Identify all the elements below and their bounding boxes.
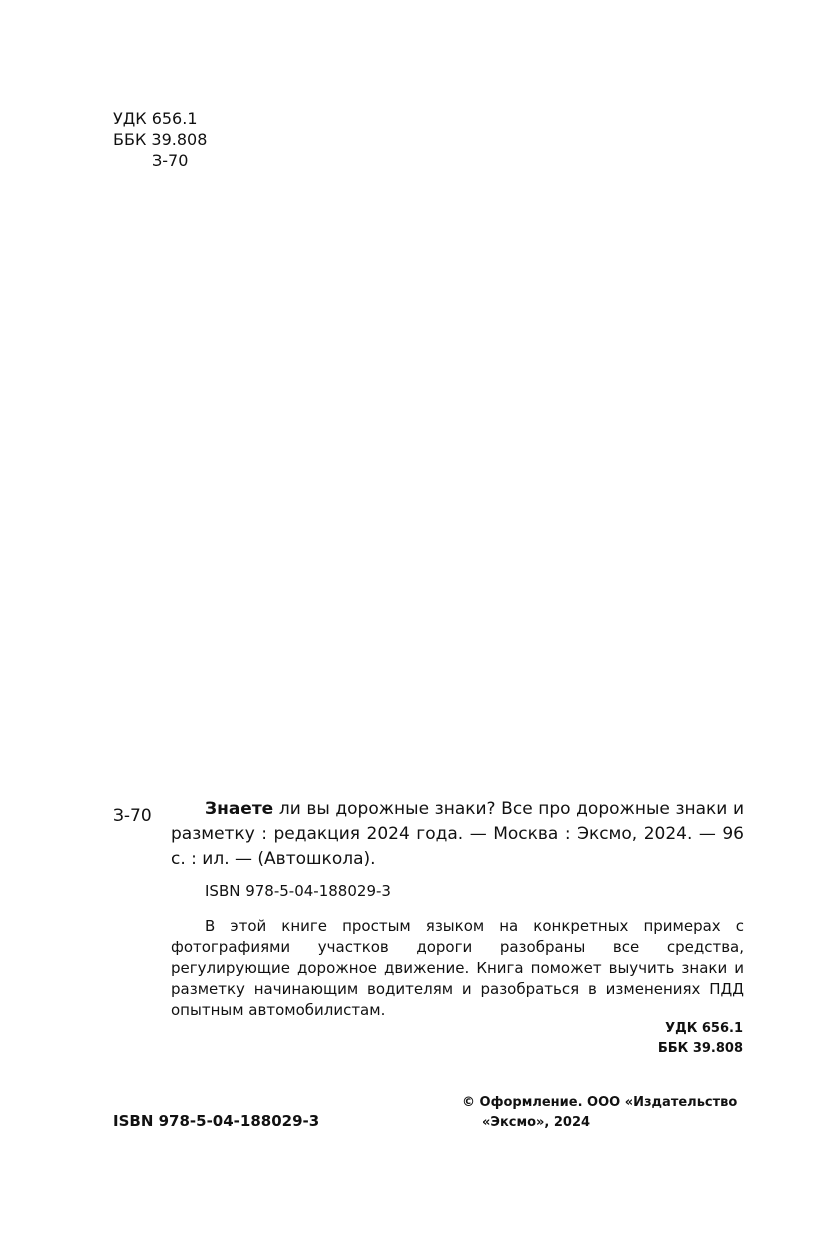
entry-author-sign: З-70 <box>113 806 152 826</box>
footer-isbn: ISBN 978-5-04-188029-3 <box>113 1112 320 1130</box>
bbk-code: ББК 39.808 <box>113 130 208 149</box>
entry-isbn: ISBN 978-5-04-188029-3 <box>205 882 391 900</box>
copyright-line-1: © Оформление. ООО «Издательство <box>462 1095 738 1110</box>
bibliographic-description <box>171 797 744 872</box>
udk-code: УДК 656.1 <box>113 109 198 128</box>
copyright-notice <box>462 1093 747 1133</box>
annotation: В этой книге простым языком на конкретных примерах с фотографиями участков дороги разобраны все средства, регулирующие дорожное движение. Книга поможет выучить знаки и разметку начинающим водителям и разобраться в изменениях ПДД опытным автомобилистам. <box>171 917 744 1019</box>
bibliographic-text <box>171 797 744 872</box>
author-sign: З-70 <box>152 151 189 170</box>
title-bold: Знаете <box>205 799 274 819</box>
entry-bbk: ББК 39.808 <box>657 1041 743 1056</box>
entry-udk: УДК 656.1 <box>665 1021 743 1036</box>
title-rest: ли вы дорожные знаки? Все про дорожные знаки и разметку : редакция 2024 года. — Москва : Эксмо, 2024. — 96 с. : ил. — (Автошкола). <box>171 799 744 869</box>
copyright-line-2: «Эксмо», 2024 <box>482 1115 591 1130</box>
entry-classification-codes <box>560 1019 743 1059</box>
top-classification-codes <box>113 108 207 171</box>
